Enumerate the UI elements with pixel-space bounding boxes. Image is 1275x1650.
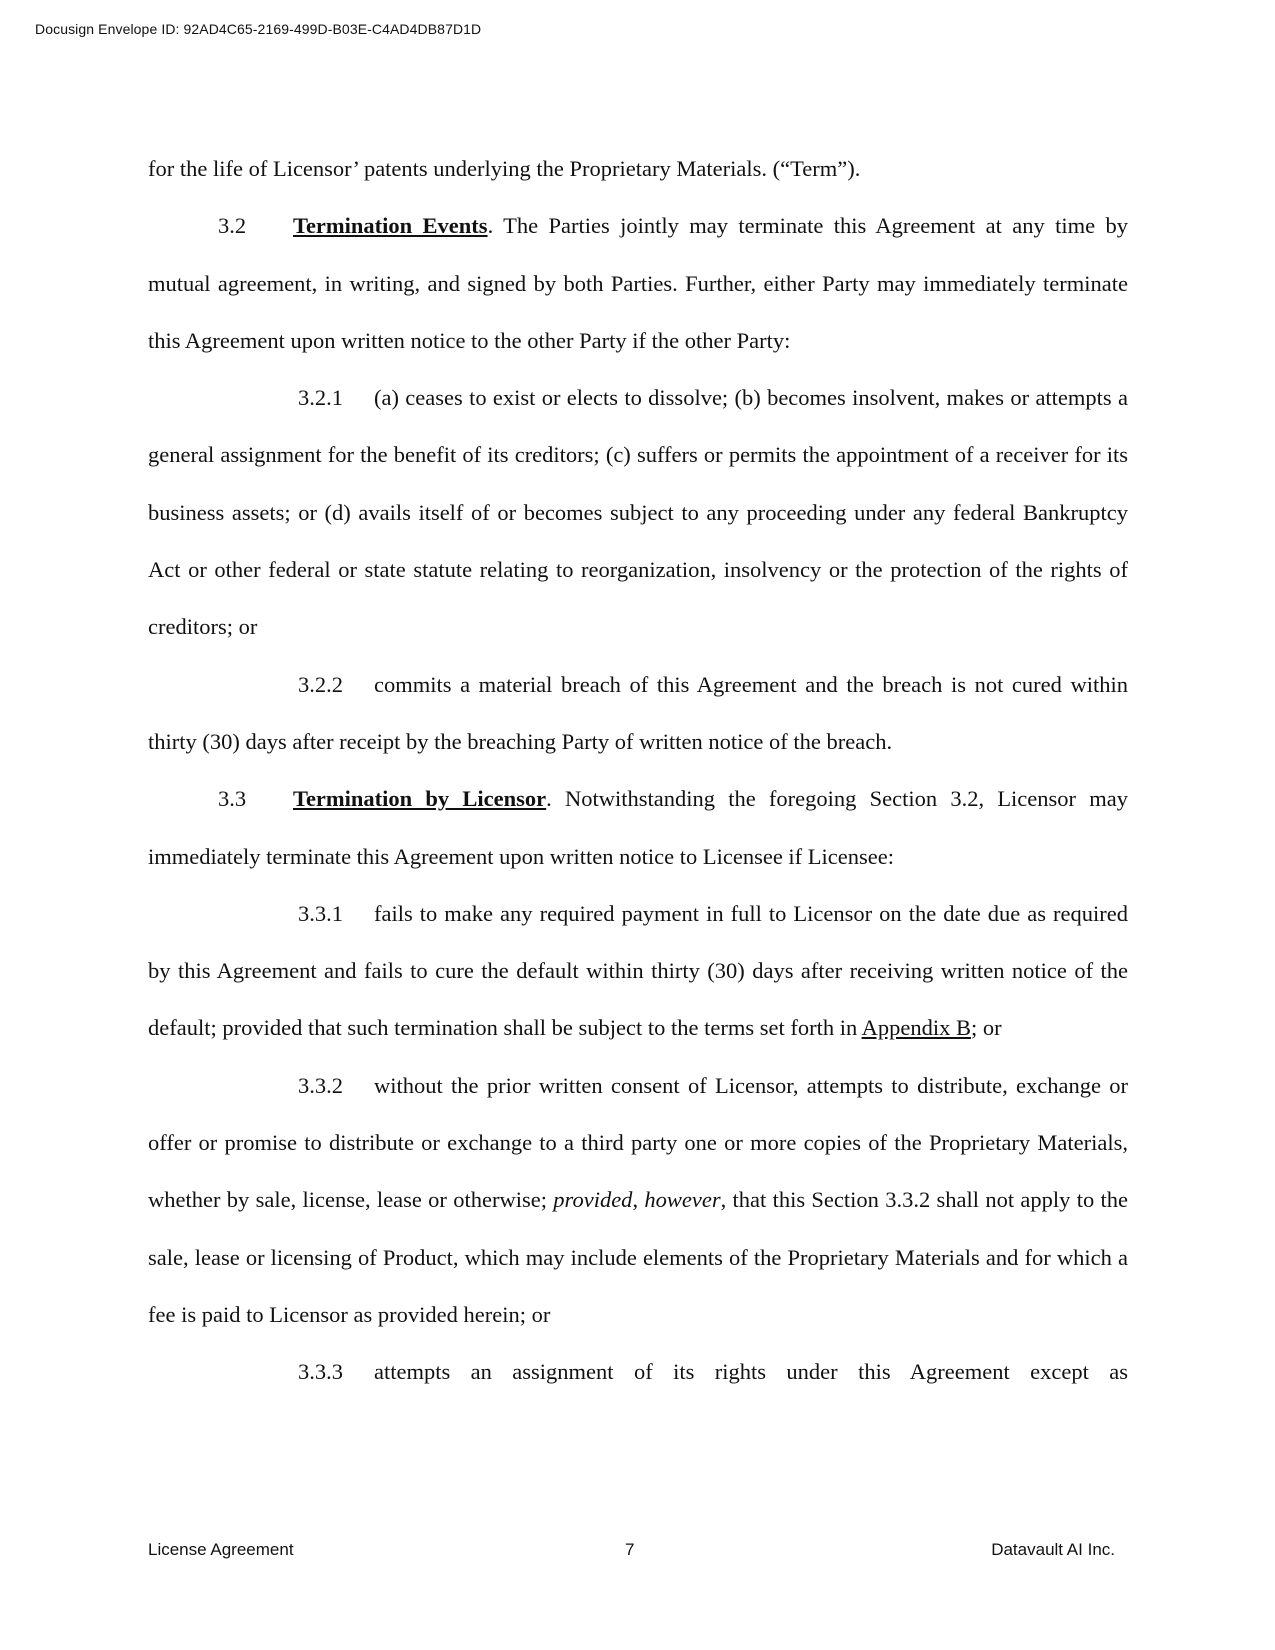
section-3-2-1 <box>148 369 1128 655</box>
section-3-3-3 <box>148 1343 1128 1400</box>
section-3-3-2 <box>148 1057 1128 1343</box>
emphasis-however: however <box>644 1187 721 1213</box>
section-number: 3.2.1 <box>298 385 343 411</box>
appendix-b-reference: Appendix B <box>861 1015 971 1041</box>
section-tail: , that this Section 3.3.2 shall not apply to the sale, lease or licensing of Product, which may include elements of the Proprietary Materials and for which a fee is paid to Licensor as provided herein; or <box>148 1187 1128 1327</box>
section-number: 3.3.3 <box>298 1359 343 1385</box>
section-text: commits a material breach of this Agreement and the breach is not cured within thirty (30) days after receipt by the breaching Party of written notice of the breach. <box>148 671 1128 754</box>
emphasis-provided: provided <box>553 1187 633 1213</box>
section-3-2-2 <box>148 656 1128 771</box>
term-paragraph: for the life of Licensor’ patents underlying the Proprietary Materials. (“Term”). <box>148 156 861 181</box>
document-body <box>148 140 1128 1401</box>
footer-page-number: 7 <box>625 1540 635 1559</box>
section-text: without the prior written consent of Licensor, attempts to distribute, exchange or offer or promise to distribute or exchange to a third party one or more copies of the Proprietary Materials, whether by sale, license, lease or otherwise; <box>148 1072 1128 1213</box>
section-number: 3.3.1 <box>298 900 343 926</box>
separator: , <box>632 1187 645 1213</box>
footer-company-name: Datavault AI Inc. <box>991 1540 1115 1559</box>
section-text: (a) ceases to exist or elects to dissolve; (b) becomes insolvent, makes or attempts a general assignment for the benefit of its creditors; (c) suffers or permits the appointment of a receiver for its business assets; or (d) avails itself of or becomes subject to any proceeding under any federal Bankruptcy Act or other federal or state statute relating to reorganization, insolvency or the protection of the rights of creditors; or <box>148 385 1128 640</box>
section-heading: Termination Events <box>293 213 488 239</box>
section-tail: ; or <box>970 1015 1002 1041</box>
section-number: 3.2.2 <box>298 671 343 697</box>
section-3-3-1 <box>148 885 1128 1057</box>
section-3-2 <box>148 197 1128 369</box>
section-text: attempts an assignment of its rights under this Agreement except as <box>374 1359 1128 1385</box>
section-text: . Notwithstanding the foregoing Section 3.2, Licensor may immediately terminate this Agreement upon written notice to Licensee if Licensee: <box>148 786 1128 869</box>
docusign-envelope-id: Docusign Envelope ID: 92AD4C65-2169-499D-B03E-C4AD4DB87D1D <box>35 21 482 37</box>
section-3-3 <box>148 770 1128 885</box>
footer-document-title: License Agreement <box>148 1540 294 1559</box>
section-text: . The Parties jointly may terminate this Agreement at any time by mutual agreement, in writing, and signed by both Parties. Further, either Party may immediately terminate this Agreement upon written notice to the other Party if the other Party: <box>148 213 1128 353</box>
section-number: 3.3.2 <box>298 1072 343 1098</box>
section-number: 3.3 <box>218 786 247 812</box>
section-heading: Termination by Licensor <box>293 786 547 812</box>
section-text: fails to make any required payment in full to Licensor on the date due as required by this Agreement and fails to cure the default within thirty (30) days after receiving written notice of the default; provided that such termination shall be subject to the terms set forth in <box>148 900 1128 1041</box>
section-number: 3.2 <box>218 213 247 239</box>
